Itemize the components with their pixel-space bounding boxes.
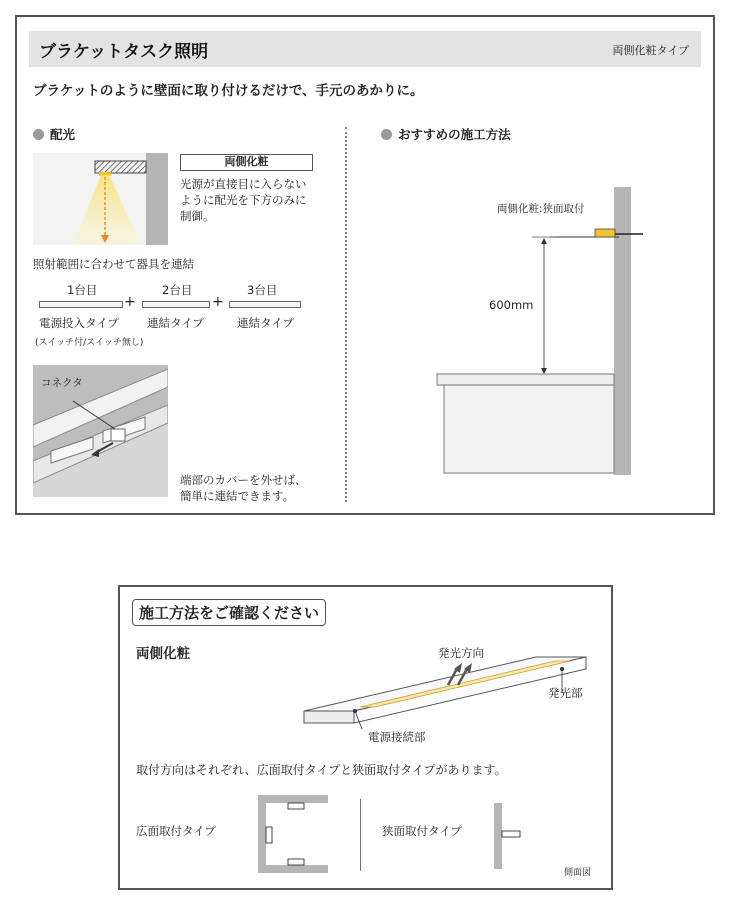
unit-3-number: 3台目 <box>247 283 278 297</box>
install-confirm-panel <box>118 585 613 890</box>
column-divider <box>345 127 347 502</box>
light-heading-text: 配光 <box>50 127 76 142</box>
install-height: 600mm <box>489 298 534 312</box>
bullet-icon <box>33 129 44 140</box>
unit-1-number: 1台目 <box>67 283 98 297</box>
narrow-mount-diagram <box>490 803 530 873</box>
light-desc-line: 制御。 <box>180 209 215 223</box>
light-description <box>180 176 307 224</box>
section-header <box>29 31 701 67</box>
wide-type-label: 広面取付タイプ <box>136 824 216 838</box>
install-heading-text: おすすめの施工方法 <box>398 127 511 142</box>
type-divider <box>360 799 361 871</box>
install-heading <box>381 125 511 143</box>
power-part-label: 電源接続部 <box>368 730 426 744</box>
connector-label: コネクタ <box>41 377 83 389</box>
unit-3-bar <box>229 301 301 308</box>
light-type-label: 両側化粧 <box>180 154 313 171</box>
light-desc-line: 光源が直接目に入らない <box>180 177 307 191</box>
section-title: ブラケットタスク照明 <box>39 42 209 62</box>
plus-sign: + <box>212 294 224 310</box>
unit-3-type: 連結タイプ <box>237 316 294 330</box>
confirm-subtitle: 両側化粧 <box>136 646 190 662</box>
emit-direction-label: 発光方向 <box>438 646 484 660</box>
confirm-title: 施工方法をご確認ください <box>132 599 326 626</box>
unit-2-bar <box>142 301 210 308</box>
emit-part-label: 発光部 <box>548 686 583 700</box>
bracket-task-panel <box>15 15 715 515</box>
cover-note-line: 簡単に連結できます。 <box>180 489 295 503</box>
light-distribution-figure <box>33 153 168 245</box>
unit-2-type: 連結タイプ <box>147 316 204 330</box>
wide-mount-diagram <box>258 795 338 877</box>
install-figure <box>417 177 657 477</box>
lead-text: ブラケットのように壁面に取り付けるだけで、手元のあかりに。 <box>33 83 424 99</box>
install-label: 両側化粧:狭面取付 <box>497 203 585 215</box>
plus-sign: + <box>124 294 136 310</box>
light-desc-line: ように配光を下方のみに <box>180 193 307 207</box>
section-subtitle: 両側化粧タイプ <box>612 44 689 57</box>
switch-note: (スイッチ付/スイッチ無し) <box>35 338 144 348</box>
side-view-label: 側面図 <box>564 868 592 878</box>
narrow-type-label: 狭面取付タイプ <box>382 824 462 838</box>
mount-note: 取付方向はそれぞれ、広面取付タイプと狭面取付タイプがあります。 <box>136 763 507 777</box>
light-heading <box>33 125 75 143</box>
bullet-icon <box>381 129 392 140</box>
unit-1-type: 電源投入タイプ <box>39 316 119 330</box>
unit-1-bar <box>39 301 123 308</box>
connect-heading: 照射範囲に合わせて器具を連結 <box>33 257 194 271</box>
cover-note-line: 端部のカバーを外せば、 <box>180 473 307 487</box>
unit-2-number: 2台目 <box>162 283 193 297</box>
cover-note <box>180 472 307 504</box>
